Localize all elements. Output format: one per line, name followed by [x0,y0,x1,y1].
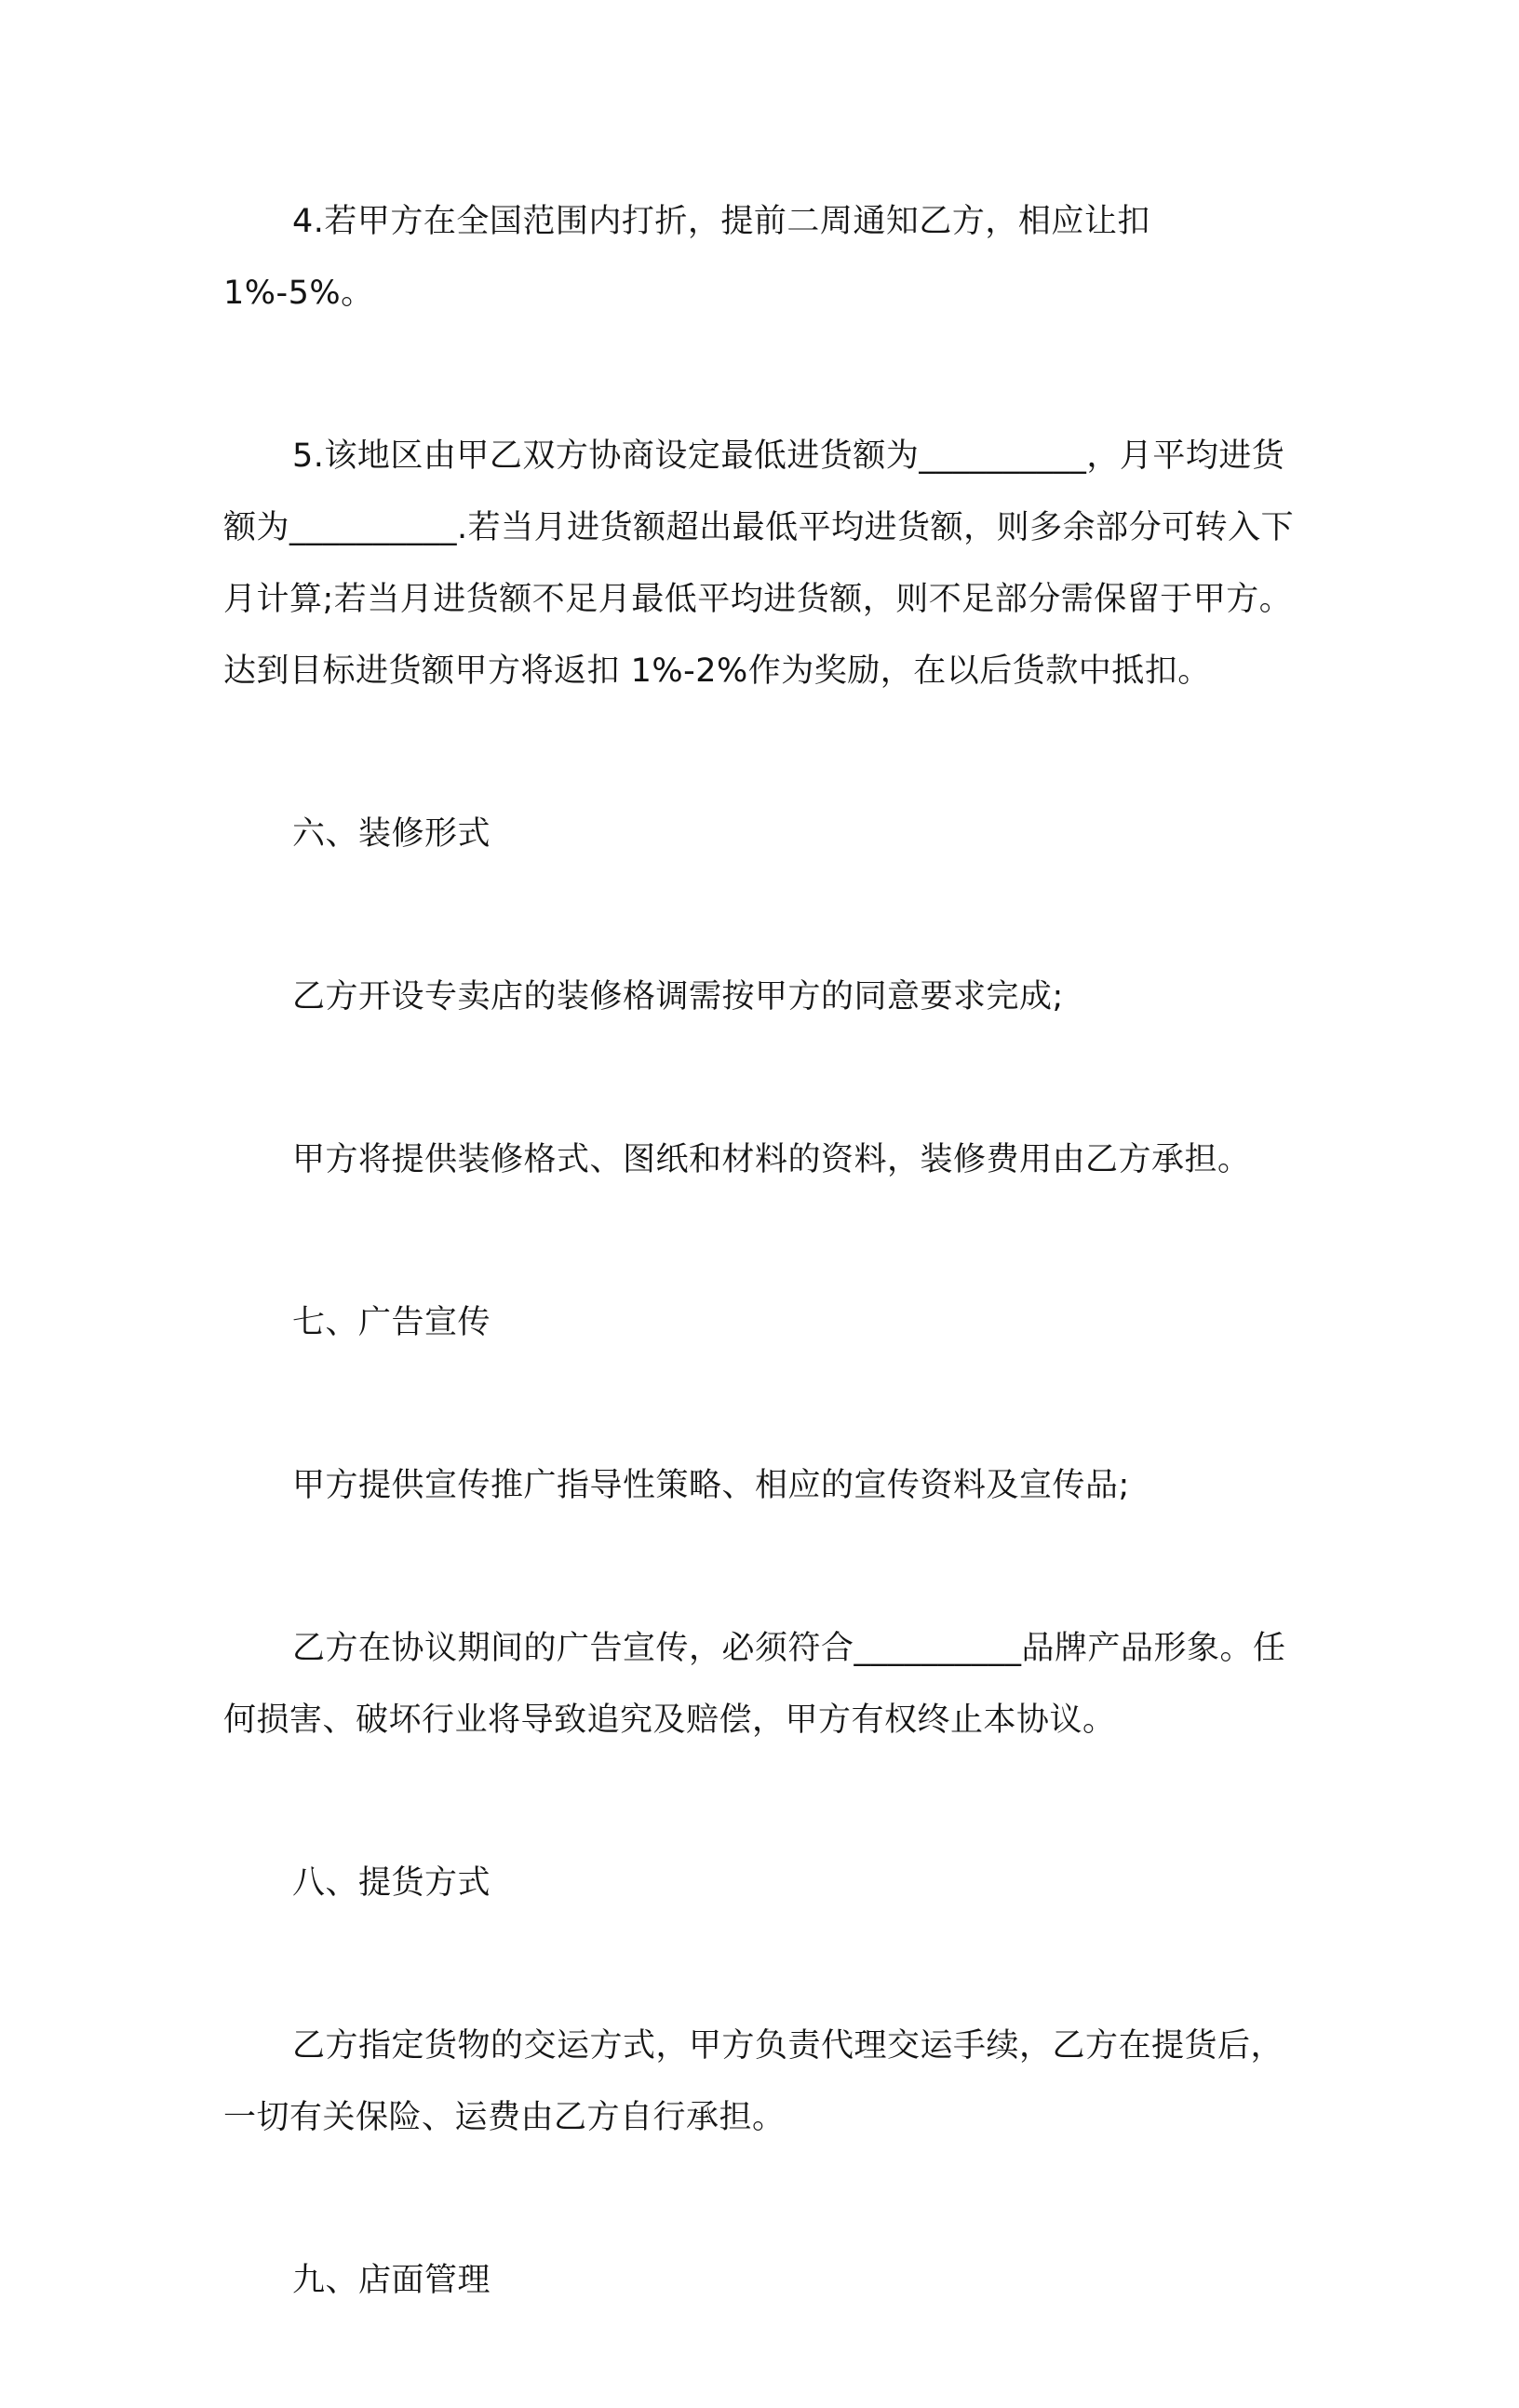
paragraph-discount-notice: 4.若甲方在全国范围内打折，提前二周通知乙方，相应让扣 1%-5%。 [223,203,1150,312]
document-page [223,186,1296,2408]
section-heading-store-management: 九、店面管理 [292,2262,491,2299]
section-heading-advertising: 七、广告宣传 [292,1304,491,1341]
paragraph-brand-image: 乙方在协议期间的广告宣传，必须符合__________品牌产品形象。任何损害、破坏行业将导致追究及赔偿，甲方有权终止本协议。 [223,1630,1286,1739]
paragraph-decoration-cost: 甲方将提供装修格式、图纸和材料的资料，装修费用由乙方承担。 [292,1141,1251,1178]
paragraph-decoration-style: 乙方开设专卖店的装修格调需按甲方的同意要求完成; [292,978,1064,1016]
paragraph-minimum-purchase: 5.该地区由甲乙双方协商设定最低进货额为__________，月平均进货额为__________.若当月进货额超出最低平均进货额，则多余部分可转入下月计算;若当月进货额不足月最低平均进货额，则不足部分需保留于甲方。达到目标进货额甲方将返扣 1%-2%作为奖励，在以后货款中抵扣。 [223,437,1295,690]
paragraph-promotion-materials: 甲方提供宣传推广指导性策略、相应的宣传资料及宣传品; [292,1467,1130,1504]
section-heading-decoration: 六、装修形式 [292,815,491,853]
paragraph-delivery-method: 乙方指定货物的交运方式，甲方负责代理交运手续，乙方在提货后，一切有关保险、运费由乙方自行承担。 [223,2027,1284,2136]
section-heading-delivery: 八、提货方式 [292,1864,491,1902]
